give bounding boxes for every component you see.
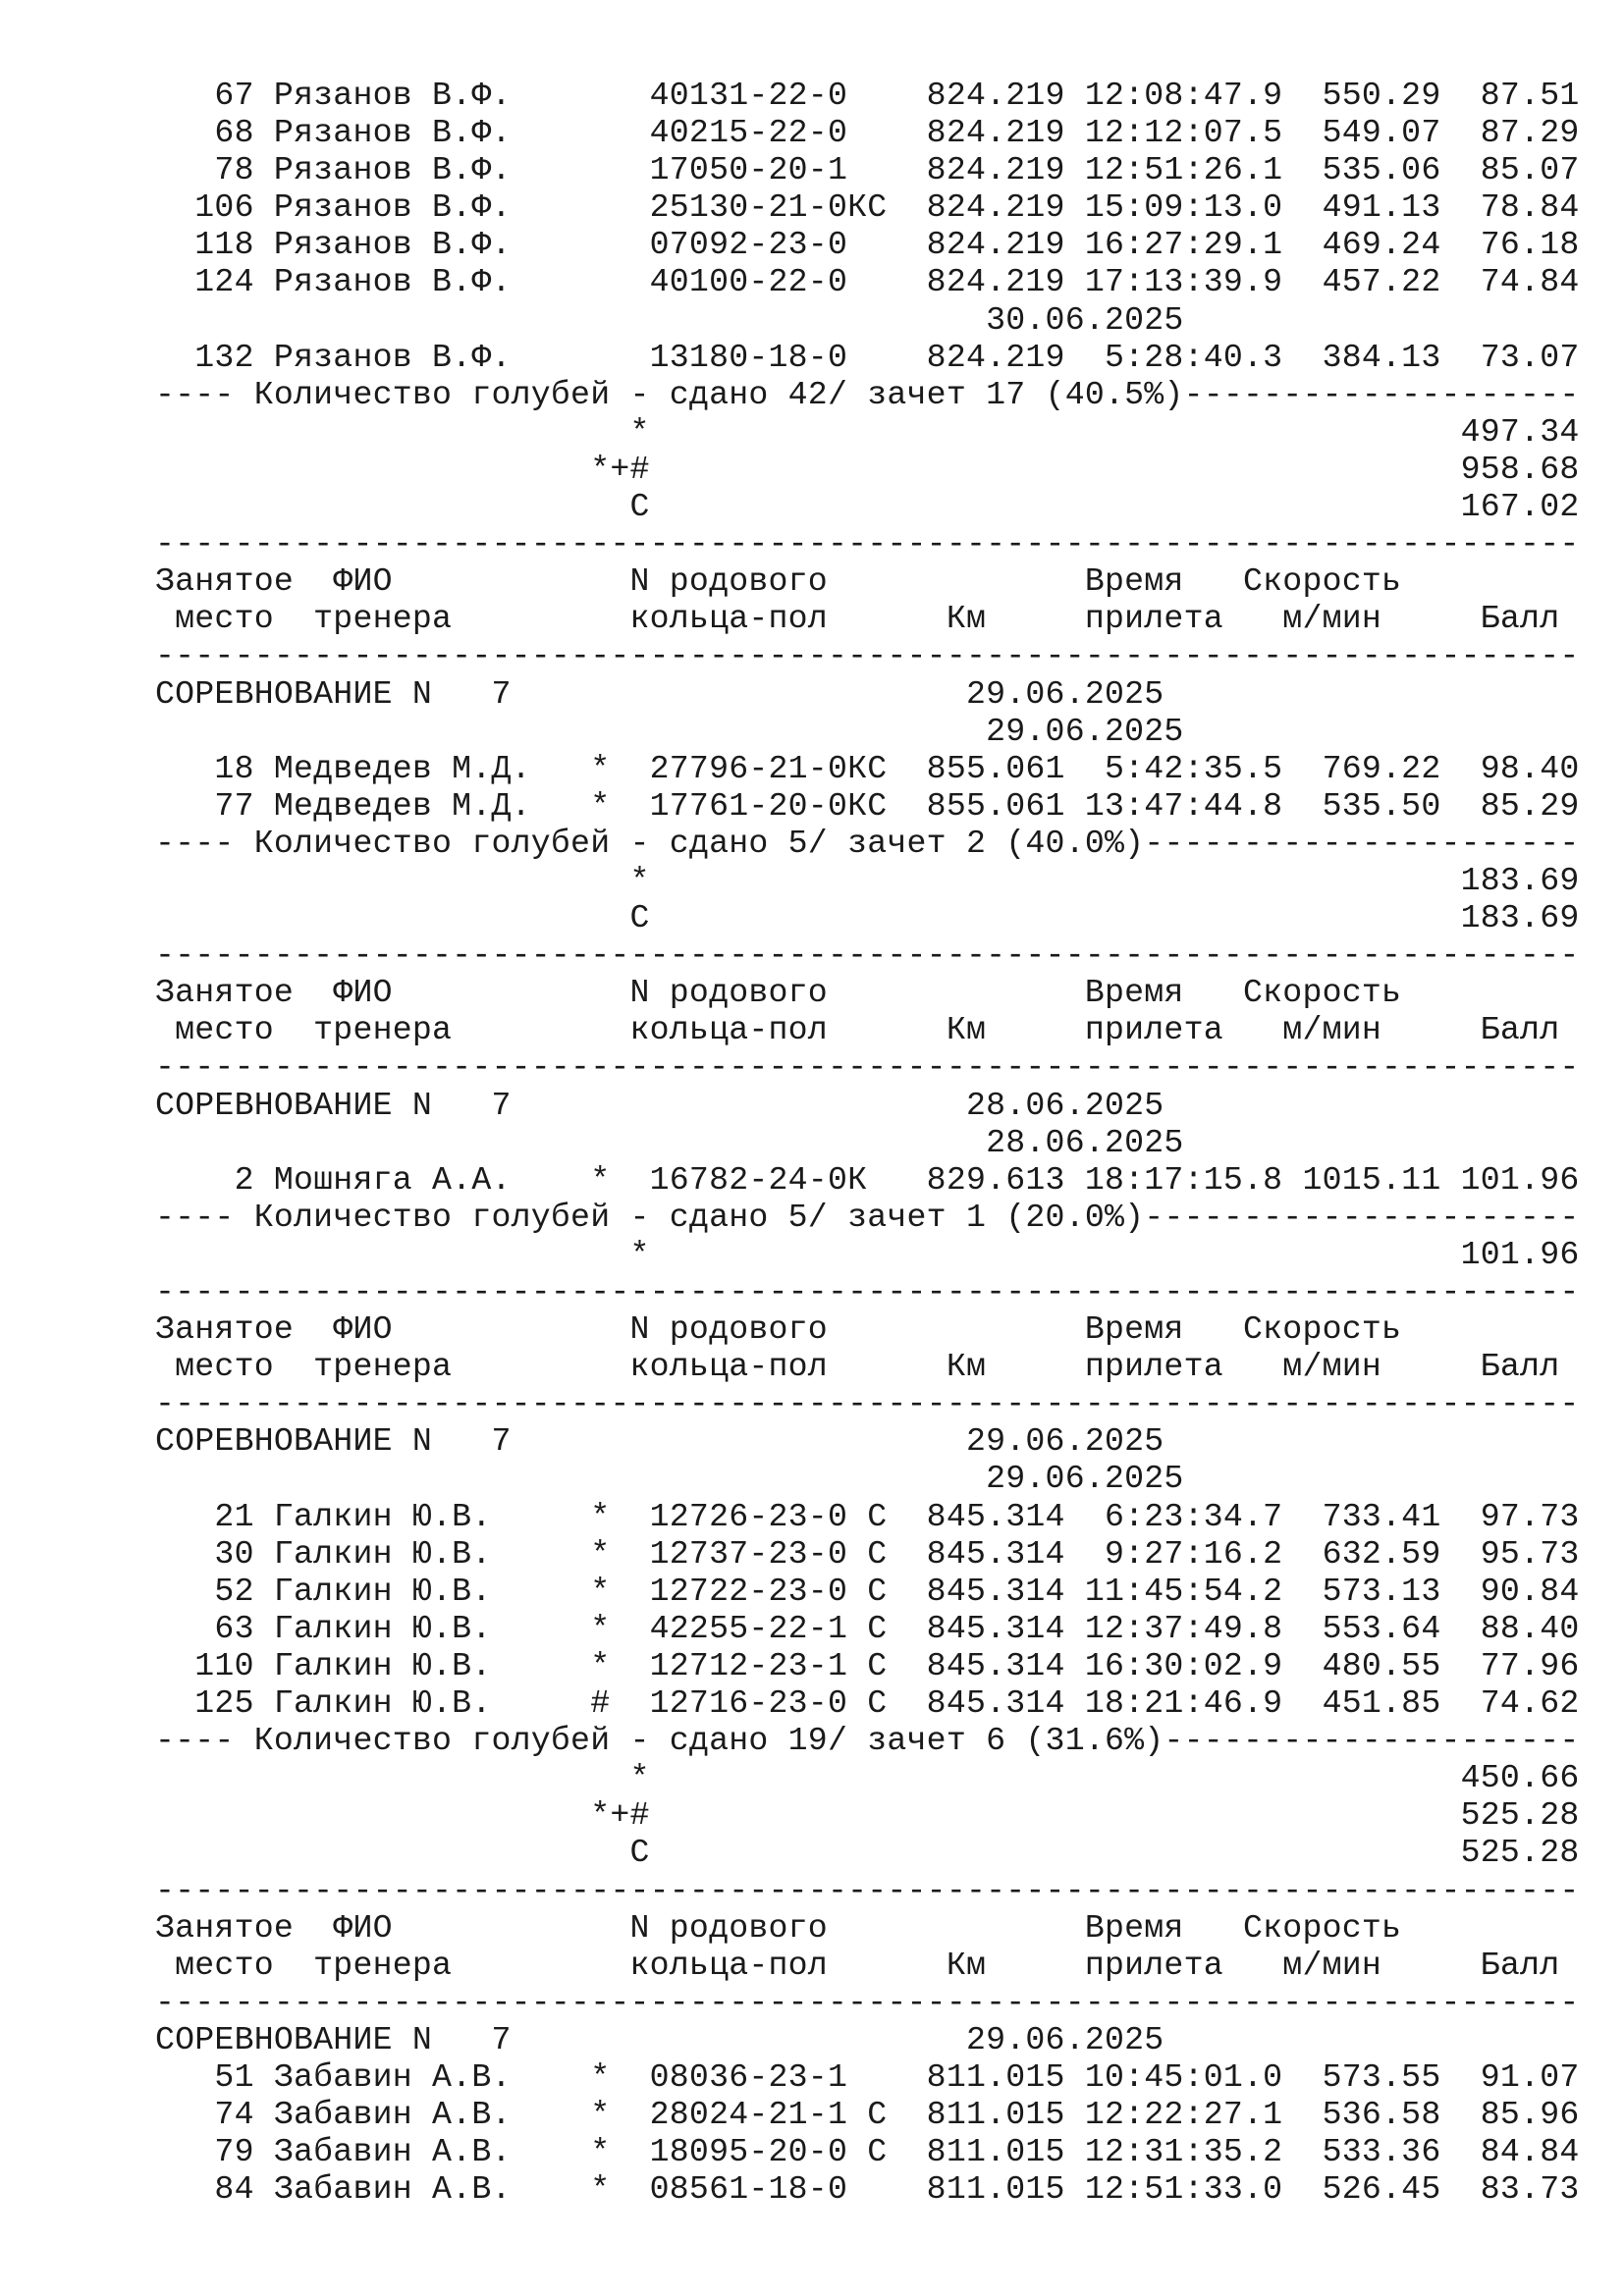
pigeon-count-summary: ---- Количество голубей - сдано 5/ зачет 1 (20.0%)---------------------- xyxy=(155,1198,1580,1236)
column-header: Занятое ФИО N родового Время Скорость xyxy=(155,1908,1402,1947)
total-score-line: * 497.34 xyxy=(155,412,1580,451)
divider-line: ------------------------------------------------------------------------ xyxy=(155,1385,1580,1423)
result-row: 21 Галкин Ю.В. * 12726-23-0 С 845.314 6:23:34.7 733.41 97.73 xyxy=(155,1497,1580,1535)
competition-title: СОРЕВНОВАНИЕ N 7 29.06.2025 xyxy=(155,674,1164,713)
competition-title: СОРЕВНОВАНИЕ N 7 29.06.2025 xyxy=(155,2020,1164,2058)
result-row: 30 Галкин Ю.В. * 12737-23-0 С 845.314 9:27:16.2 632.59 95.73 xyxy=(155,1534,1580,1573)
result-row: 78 Рязанов В.Ф. 17050-20-1 824.219 12:51:26.1 535.06 85.07 xyxy=(155,151,1580,189)
total-score-line: C 525.28 xyxy=(155,1834,1580,1872)
result-row: 2 Мошняга А.А. * 16782-24-0К 829.613 18:17:15.8 1015.11 101.96 xyxy=(155,1160,1580,1199)
result-row: 68 Рязанов В.Ф. 40215-22-0 824.219 12:12:07.5 549.07 87.29 xyxy=(155,114,1580,152)
result-row: 79 Забавин А.В. * 18095-20-0 С 811.015 12:31:35.2 533.36 84.84 xyxy=(155,2133,1580,2171)
total-score-line: * 101.96 xyxy=(155,1235,1580,1273)
column-header: место тренера кольца-пол Км прилета м/мин Балл xyxy=(155,1011,1560,1049)
column-header: место тренера кольца-пол Км прилета м/мин Балл xyxy=(155,1348,1560,1386)
divider-line: ------------------------------------------------------------------------ xyxy=(155,1983,1580,2021)
result-row: 77 Медведев М.Д. * 17761-20-0КС 855.061 13:47:44.8 535.50 85.29 xyxy=(155,786,1580,825)
pigeon-count-summary: ---- Количество голубей - сдано 5/ зачет 2 (40.0%)---------------------- xyxy=(155,824,1580,862)
result-row: 63 Галкин Ю.В. * 42255-22-1 С 845.314 12:37:49.8 553.64 88.40 xyxy=(155,1609,1580,1647)
date-line: 30.06.2025 xyxy=(155,300,1184,339)
result-row: 132 Рязанов В.Ф. 13180-18-0 824.219 5:28:40.3 384.13 73.07 xyxy=(155,338,1580,376)
divider-line: ------------------------------------------------------------------------ xyxy=(155,637,1580,675)
divider-line: ------------------------------------------------------------------------ xyxy=(155,1871,1580,1909)
result-row: 18 Медведев М.Д. * 27796-21-0КС 855.061 5:42:35.5 769.22 98.40 xyxy=(155,749,1580,787)
divider-line: ------------------------------------------------------------------------ xyxy=(155,1273,1580,1310)
competition-title: СОРЕВНОВАНИЕ N 7 28.06.2025 xyxy=(155,1086,1164,1124)
result-row: 125 Галкин Ю.В. # 12716-23-0 С 845.314 18:21:46.9 451.85 74.62 xyxy=(155,1684,1580,1723)
total-score-line: * 183.69 xyxy=(155,861,1580,899)
result-row: 74 Забавин А.В. * 28024-21-1 С 811.015 12:22:27.1 536.58 85.96 xyxy=(155,2096,1580,2134)
column-header: Занятое ФИО N родового Время Скорость xyxy=(155,1310,1402,1349)
result-row: 124 Рязанов В.Ф. 40100-22-0 824.219 17:13:39.9 457.22 74.84 xyxy=(155,263,1580,301)
column-header: место тренера кольца-пол Км прилета м/мин Балл xyxy=(155,1946,1560,1984)
pigeon-count-summary: ---- Количество голубей - сдано 19/ зачет 6 (31.6%)--------------------- xyxy=(155,1722,1580,1760)
date-line: 28.06.2025 xyxy=(155,1123,1184,1161)
total-score-line: * 450.66 xyxy=(155,1759,1580,1797)
date-line: 29.06.2025 xyxy=(155,712,1184,750)
result-row: 84 Забавин А.В. * 08561-18-0 811.015 12:51:33.0 526.45 83.73 xyxy=(155,2170,1580,2209)
total-score-line: C 167.02 xyxy=(155,488,1580,526)
results-printout xyxy=(155,77,1598,2266)
date-line: 29.06.2025 xyxy=(155,1460,1184,1498)
divider-line: ------------------------------------------------------------------------ xyxy=(155,1048,1580,1087)
total-score-line: *+# 525.28 xyxy=(155,1796,1580,1835)
column-header: место тренера кольца-пол Км прилета м/мин Балл xyxy=(155,600,1560,638)
column-header: Занятое ФИО N родового Время Скорость xyxy=(155,974,1402,1012)
column-header: Занятое ФИО N родового Время Скорость xyxy=(155,562,1402,601)
competition-title: СОРЕВНОВАНИЕ N 7 29.06.2025 xyxy=(155,1422,1164,1461)
result-row: 110 Галкин Ю.В. * 12712-23-1 С 845.314 16:30:02.9 480.55 77.96 xyxy=(155,1646,1580,1684)
divider-line: ------------------------------------------------------------------------ xyxy=(155,936,1580,975)
result-row: 52 Галкин Ю.В. * 12722-23-0 С 845.314 11:45:54.2 573.13 90.84 xyxy=(155,1572,1580,1610)
result-row: 67 Рязанов В.Ф. 40131-22-0 824.219 12:08:47.9 550.29 87.51 xyxy=(155,77,1580,114)
total-score-line: C 183.69 xyxy=(155,899,1580,937)
pigeon-count-summary: ---- Количество голубей - сдано 42/ зачет 17 (40.5%)-------------------- xyxy=(155,375,1580,413)
total-score-line: *+# 958.68 xyxy=(155,450,1580,488)
result-row: 51 Забавин А.В. * 08036-23-1 811.015 10:45:01.0 573.55 91.07 xyxy=(155,2057,1580,2096)
result-row: 118 Рязанов В.Ф. 07092-23-0 824.219 16:27:29.1 469.24 76.18 xyxy=(155,226,1580,264)
divider-line: ------------------------------------------------------------------------ xyxy=(155,525,1580,563)
result-row: 106 Рязанов В.Ф. 25130-21-0КС 824.219 15:09:13.0 491.13 78.84 xyxy=(155,188,1580,227)
